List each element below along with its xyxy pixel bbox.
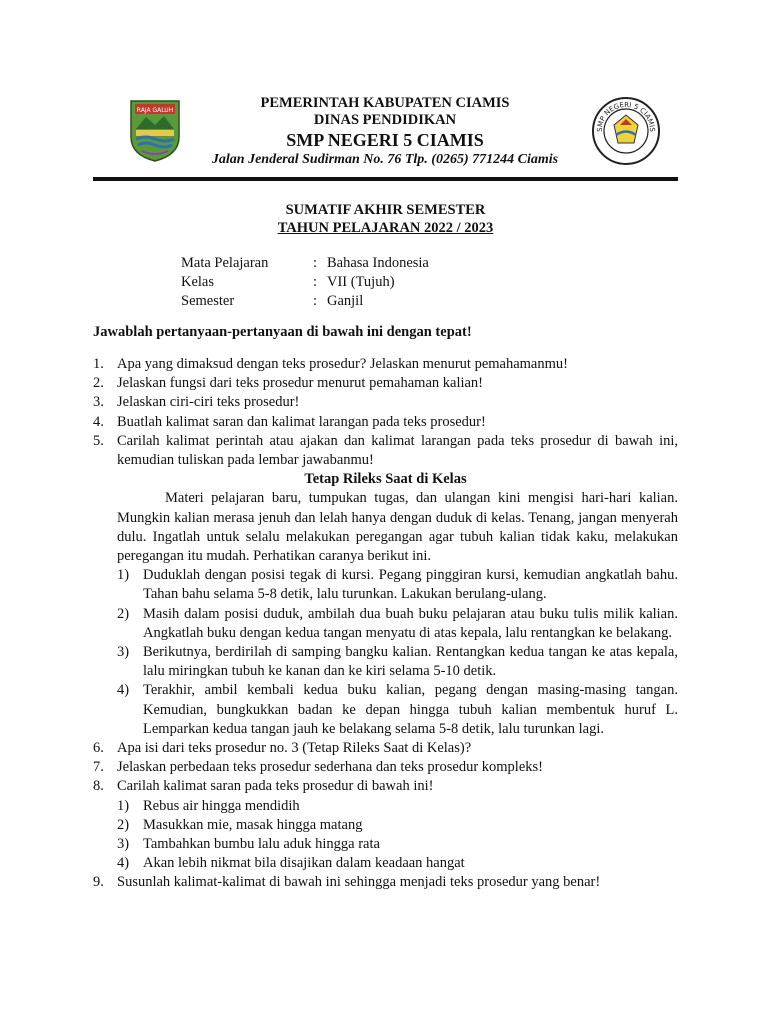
- question-text: Apa yang dimaksud dengan teks prosedur? Jelaskan menurut pemahamanmu!: [117, 356, 568, 372]
- question-text: Carilah kalimat saran pada teks prosedur di bawah ini!: [117, 778, 434, 795]
- letterhead: [190, 95, 580, 169]
- government-name: PEMERINTAH KABUPATEN CIAMIS: [260, 95, 510, 111]
- question-text: Jelaskan fungsi dari teks prosedur menurut pemahaman kalian!: [117, 375, 484, 392]
- step-number: 4): [117, 682, 130, 699]
- question-number: 5.: [93, 432, 104, 449]
- identity-label: Mata Pelajaran: [181, 255, 269, 271]
- school-name: SMP NEGERI 5 CIAMIS: [286, 130, 484, 150]
- question-list: [93, 355, 678, 893]
- question-text: Susunlah kalimat-kalimat di bawah ini sehingga menjadi teks prosedur yang benar!: [117, 874, 601, 891]
- reading-step: [93, 643, 678, 681]
- question-item: [93, 413, 678, 432]
- svg-text:SMP NEGERI 5 CIAMIS: SMP NEGERI 5 CIAMIS: [595, 100, 657, 133]
- step-number: 4): [117, 855, 130, 872]
- step-text: Terakhir, ambil kembali kedua buku kalian, pegang dengan masing-masing tangan. Kemudian, bungkukkan badan ke depan hingga tubuh kalian membentuk huruf L. Lemparkan kedua tangan jauh ke belakang selama 5-8 detik, lalu turunkan lagi.: [143, 682, 678, 737]
- step-number: 3): [117, 836, 130, 853]
- school-emblem-icon: [590, 95, 662, 167]
- question-text: Jelaskan perbedaan teks prosedur sederhana dan teks prosedur kompleks!: [117, 759, 543, 776]
- question-item: [93, 432, 678, 470]
- exam-title-block: [93, 201, 678, 237]
- identity-label: Semester: [181, 293, 235, 309]
- question-item: [93, 739, 678, 758]
- step-number: 1): [117, 797, 130, 814]
- question-number: 8.: [93, 778, 104, 795]
- step-text: Duduklah dengan posisi tegak di kursi. Pegang pinggiran kursi, kemudian angkatlah bahu. Tahan bahu selama 5-8 detik, lalu turunkan. Lakukan berulang-ulang.: [143, 567, 678, 603]
- identity-separator: :: [313, 274, 318, 290]
- step-text: Rebus air hingga mendidih: [143, 797, 300, 814]
- academic-year: TAHUN PELAJARAN 2022 / 2023: [277, 220, 494, 236]
- reading-title: Tetap Rileks Saat di Kelas: [304, 471, 467, 488]
- question-item: [93, 393, 678, 412]
- school-address: Jalan Jenderal Sudirman No. 76 Tlp. (0265) 771244 Ciamis: [211, 152, 559, 167]
- identity-value: Bahasa Indonesia: [327, 255, 429, 271]
- question-number: 6.: [93, 740, 104, 757]
- question-item: [93, 374, 678, 393]
- question-text: Buatlah kalimat saran dan kalimat larangan pada teks prosedur!: [117, 413, 486, 430]
- identity-row: [181, 254, 429, 273]
- identity-separator: :: [313, 255, 318, 271]
- reading-step: [93, 681, 678, 739]
- instruction: Jawablah pertanyaan-pertanyaan di bawah ini dengan tepat!: [93, 324, 472, 340]
- step-text: Tambahkan bumbu lalu aduk hingga rata: [143, 836, 380, 853]
- question-text: Carilah kalimat perintah atau ajakan dan kalimat larangan pada teks prosedur di bawah ini, kemudian tuliskan pada lembar jawabanmu!: [117, 432, 678, 469]
- ciamis-regency-emblem-icon: [128, 97, 182, 163]
- question-number: 7.: [93, 759, 104, 776]
- question-item: [93, 777, 678, 796]
- exam-title: SUMATIF AKHIR SEMESTER: [285, 202, 486, 218]
- svg-text:RAJA GALUH: RAJA GALUH: [136, 107, 174, 114]
- q8-step: [93, 854, 678, 873]
- question-number: 4.: [93, 413, 104, 430]
- step-number: 2): [117, 816, 130, 833]
- question-item: [93, 873, 678, 892]
- question-item: [93, 758, 678, 777]
- step-number: 1): [117, 567, 130, 584]
- q8-step: [93, 816, 678, 835]
- question-item: [93, 355, 678, 374]
- question-number: 3.: [93, 394, 104, 411]
- question-text: Apa isi dari teks prosedur no. 3 (Tetap Rileks Saat di Kelas)?: [117, 740, 472, 757]
- identity-value: VII (Tujuh): [327, 274, 395, 290]
- step-number: 2): [117, 605, 130, 622]
- q8-step: [93, 797, 678, 816]
- identity-separator: :: [313, 293, 318, 309]
- q8-step: [93, 835, 678, 854]
- exam-identity: [181, 254, 429, 311]
- step-text: Masih dalam posisi duduk, ambilah dua buah buku pelajaran atau buku tulis milik kalian. Angkatlah buku dengan kedua tangan menyatu di atas kepala, lalu rentangkan ke belakang.: [143, 605, 678, 641]
- reading-step: [93, 566, 678, 604]
- reading-intro: Materi pelajaran baru, tumpukan tugas, dan ulangan kini mengisi hari-hari kalian. Mungkin kalian merasa jenuh dan lelah hanya dengan duduk di kelas. Tenang, jangan menyerah dulu. Ingatlah untuk selalu melakukan peregangan agar tubuh kalian tidak kaku, melakukan peregangan itu mudah. Perhatikan caranya berikut ini.: [117, 490, 678, 565]
- reading-step: [93, 605, 678, 643]
- question-text: Jelaskan ciri-ciri teks prosedur!: [117, 394, 300, 411]
- identity-row: [181, 273, 429, 292]
- question-number: 2.: [93, 375, 104, 392]
- identity-row: [181, 292, 429, 311]
- identity-label: Kelas: [181, 274, 215, 290]
- step-text: Akan lebih nikmat bila disajikan dalam keadaan hangat: [143, 855, 465, 872]
- question-number: 9.: [93, 874, 104, 891]
- question-number: 1.: [93, 356, 104, 372]
- step-number: 3): [117, 644, 130, 661]
- step-text: Berikutnya, berdirilah di samping bangku kalian. Rentangkan kedua tangan ke atas kepala, lalu miringkan tubuh ke kanan dan ke kiri selama 5-10 detik.: [143, 644, 678, 680]
- letterhead-divider: [93, 177, 678, 181]
- step-text: Masukkan mie, masak hingga matang: [143, 816, 363, 833]
- identity-value: Ganjil: [327, 293, 364, 309]
- department-name: DINAS PENDIDIKAN: [313, 112, 457, 128]
